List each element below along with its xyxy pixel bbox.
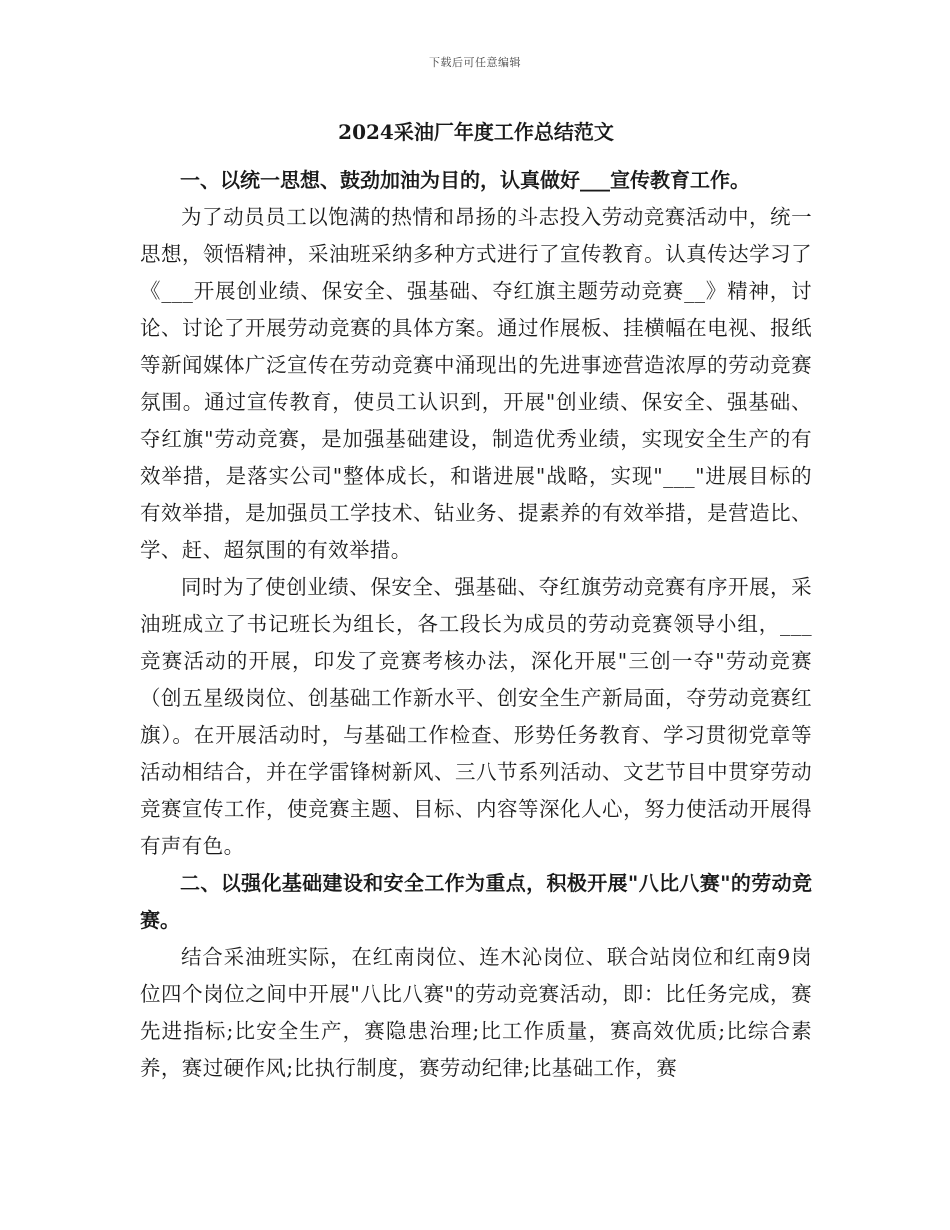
document-title: 2024采油厂年度工作总结范文 <box>338 120 614 144</box>
page-header-note: 下载后可任意编辑 <box>429 56 521 69</box>
section-1-paragraph-1: 为了动员员工以饱满的热情和昂扬的斗志投入劳动竞赛活动中，统一思想，领悟精神，采油班采纳多种方式进行了宣传教育。认真传达学习了《___开展创业绩、保安全、强基础、夺红旗主题劳动竞赛__》精神，讨论、讨论了开展劳动竞赛的具体方案。通过作展板、挂横幅在电视、报纸等新闻媒体广泛宣传在劳动竞赛中涌现出的先进事迹营造浓厚的劳动竞赛氛围。通过宣传教育，使员工认识到，开展"创业绩、保安全、强基础、夺红旗"劳动竞赛，是加强基础建设，制造优秀业绩，实现安全生产的有效举措，是落实公司"整体成长，和谐进展"战略，实现"___"进展目标的有效举措，是加强员工学技术、钻业务、提素养的有效举措，是营造比、学、赶、超氛围的有效举措。 <box>140 205 812 562</box>
section-2-paragraph-1: 结合采油班实际，在红南岗位、连木沁岗位、联合站岗位和红南9岗位四个岗位之间中开展"八比八赛"的劳动竞赛活动，即：比任务完成，赛先进指标;比安全生产，赛隐患治理;比工作质量，赛高效优质;比综合素养，赛过硬作风;比执行制度，赛劳动纪律;比基础工作，赛 <box>140 945 812 1080</box>
document-body <box>140 118 812 1087</box>
section-1-paragraph-2: 同时为了使创业绩、保安全、强基础、夺红旗劳动竞赛有序开展，采油班成立了书记班长为组长，各工段长为成员的劳动竞赛领导小组，___竞赛活动的开展，印发了竞赛考核办法，深化开展"三创一夺"劳动竞赛（创五星级岗位、创基础工作新水平、创安全生产新局面，夺劳动竞赛红旗）。在开展活动时，与基础工作检查、形势任务教育、学习贯彻党章等活动相结合，并在学雷锋树新风、三八节系列活动、文艺节目中贯穿劳动竞赛宣传工作，使竞赛主题、目标、内容等深化人心，努力使活动开展得有声有色。 <box>140 575 812 858</box>
section-heading-1: 一、以统一思想、鼓劲加油为目的，认真做好___宣传教育工作。 <box>180 168 750 192</box>
section-heading-2: 二、以强化基础建设和安全工作为重点，积极开展"八比八赛"的劳动竞赛。 <box>140 871 812 932</box>
